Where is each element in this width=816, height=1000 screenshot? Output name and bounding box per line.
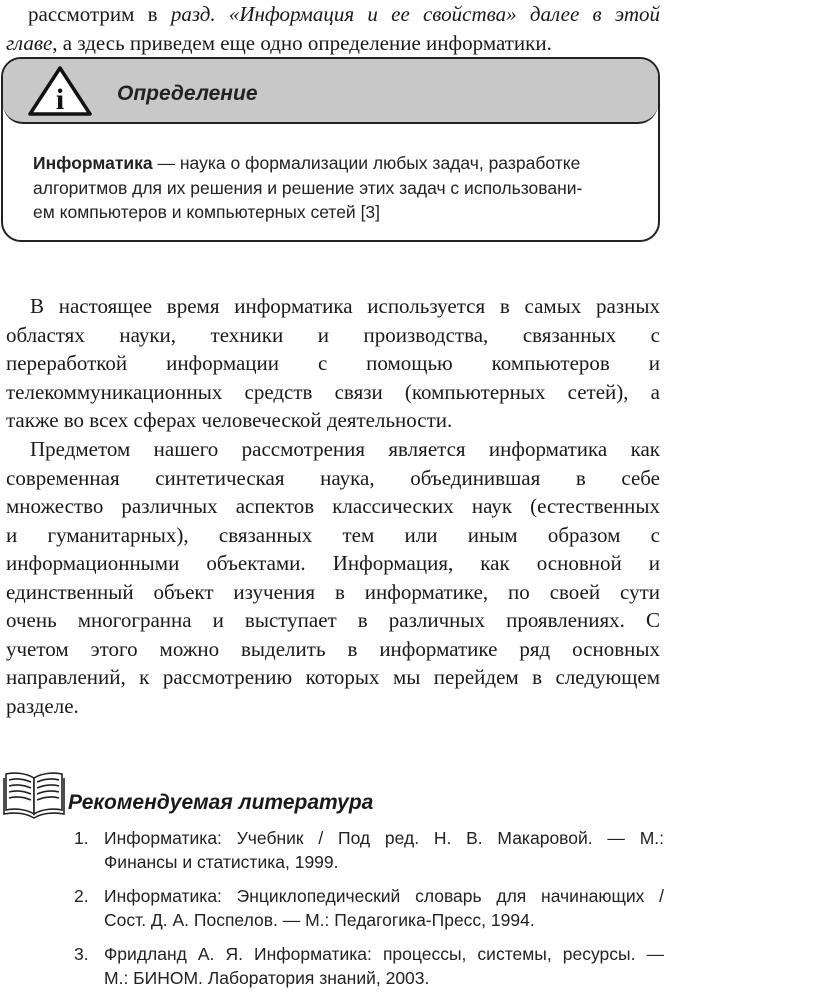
definition-line-3: ем компьютеров и компьютерных сетей [3] bbox=[33, 202, 381, 222]
paragraph-1-line: также во всех сферах человеческой деятельности. bbox=[6, 408, 453, 432]
list-item-line: Информатика: Энциклопедический словарь для начинающих / bbox=[104, 886, 664, 906]
list-item-line: Фридланд А. Я. Информатика: процессы, системы, ресурсы. — bbox=[104, 944, 664, 964]
literature-list bbox=[74, 826, 664, 1000]
list-item-line: Информатика: Учебник / Под ред. Н. В. Макаровой. — М.: bbox=[104, 828, 664, 848]
svg-text:i: i bbox=[55, 83, 65, 116]
list-item bbox=[74, 884, 664, 932]
paragraph-2-line: современная синтетическая наука, объединившая в себе bbox=[6, 465, 660, 490]
paragraph-2-line: направлений, к рассмотрению которых мы перейдем в следующем bbox=[6, 665, 660, 689]
paragraph-2-line: Предметом нашего рассмотрения является информатика как bbox=[30, 437, 660, 461]
list-item-number: 1. bbox=[74, 828, 89, 848]
list-item-number: 3. bbox=[74, 944, 89, 964]
list-item-number: 2. bbox=[74, 886, 89, 906]
list-item bbox=[74, 942, 664, 990]
paragraph-2-line: очень многогранна и выступает в различных проявлениях. С bbox=[6, 608, 660, 632]
intro-line-1 bbox=[6, 0, 660, 29]
paragraph-1-line: областях науки, техники и производства, связанных с bbox=[6, 322, 660, 347]
definition-line-2: алгоритмов для их решения и решение этих задач с использовани- bbox=[33, 177, 583, 198]
definition-line-1-rest: — наука о формализации любых задач, разработке bbox=[152, 153, 581, 173]
paragraph-2-line: и гуманитарных), связанных тем или иным образом с bbox=[6, 522, 660, 547]
paragraph-2-line: множество различных аспектов классических наук (естественных bbox=[6, 494, 660, 518]
definition-header bbox=[3, 59, 658, 124]
info-warning-icon bbox=[27, 65, 93, 117]
list-item bbox=[74, 826, 664, 874]
intro-line-1-plain: рассмотрим в bbox=[28, 2, 171, 26]
paragraph-2-line: единственный объект изучения в информатике, по своей сути bbox=[6, 579, 660, 604]
literature-title: Рекомендуемая литература bbox=[68, 791, 374, 814]
list-item-line: Сост. Д. А. Поспелов. — М.: Педагогика-Пресс, 1994. bbox=[104, 910, 535, 930]
definition-text bbox=[33, 151, 633, 225]
definition-title: Определение bbox=[117, 82, 258, 105]
paragraph-1 bbox=[6, 292, 660, 435]
paragraph-2-line: разделе. bbox=[6, 693, 79, 718]
intro-line-1-italic: разд. «Информация и ее свойства» далее в этой bbox=[170, 2, 660, 26]
definition-line-1 bbox=[33, 151, 633, 176]
paragraph-1-line: В настоящее время информатика используется в самых разных bbox=[30, 294, 660, 318]
intro-line-2-italic: главе bbox=[6, 30, 53, 55]
definition-box bbox=[1, 57, 660, 242]
intro-line-2-plain: , а здесь приведем еще одно определение информатики. bbox=[52, 30, 552, 55]
paragraph-2-line: учетом этого можно выделить в информатике ряд основных bbox=[6, 636, 660, 661]
intro-text bbox=[6, 0, 660, 57]
list-item-line: М.: БИНОМ. Лаборатория знаний, 2003. bbox=[104, 968, 430, 988]
definition-term: Информатика bbox=[33, 153, 153, 173]
list-item-line: Финансы и статистика, 1999. bbox=[104, 852, 339, 872]
intro-line-2 bbox=[6, 29, 660, 58]
paragraph-1-line: телекоммуникационных средств связи (компьютерных сетей), а bbox=[6, 379, 660, 404]
paragraph-2 bbox=[6, 435, 660, 720]
paragraph-2-line: информационными объектами. Информация, как основной и bbox=[6, 551, 660, 575]
book-icon bbox=[2, 770, 66, 820]
paragraph-1-line: переработкой информации с помощью компьютеров и bbox=[6, 351, 660, 375]
